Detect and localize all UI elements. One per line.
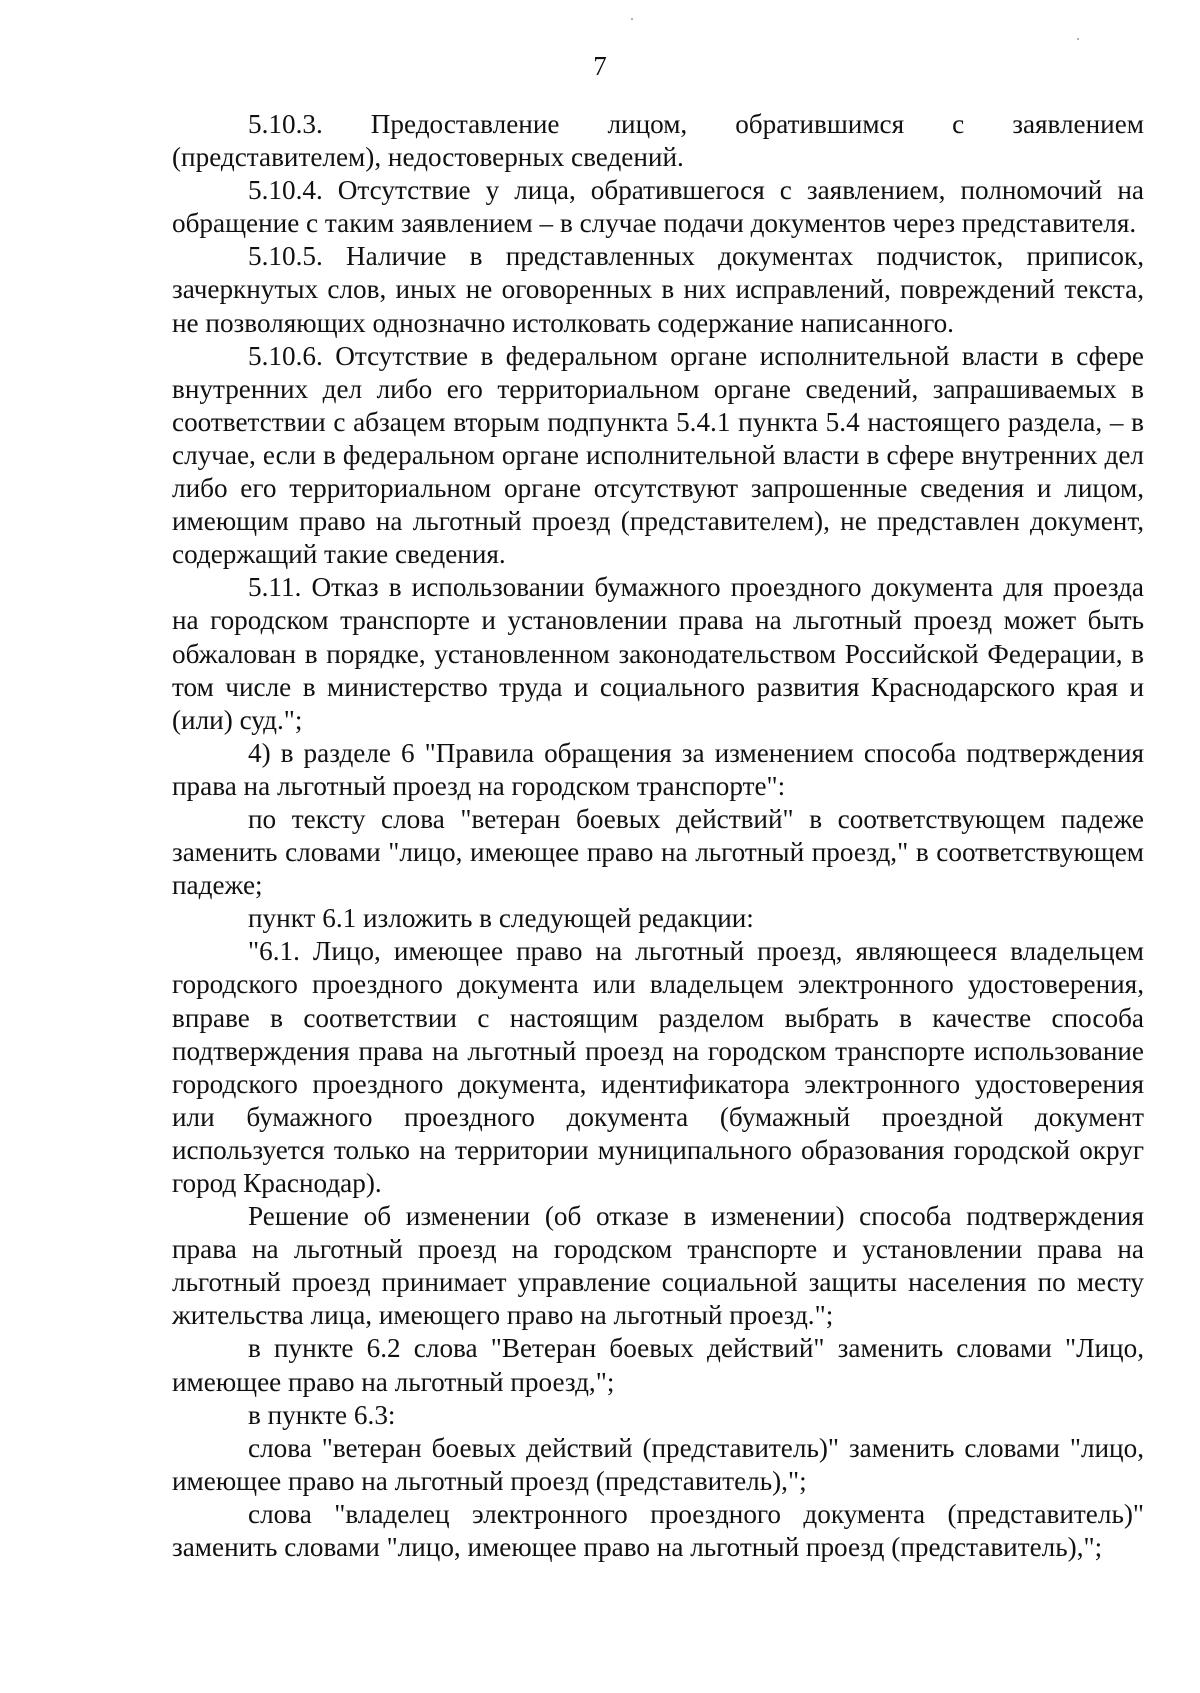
- paragraph-6-3-b: слова "владелец электронного проездного документа (представитель)" заменить словами "лицо, имеющее право на льготный проезд (представитель),";: [172, 1498, 1144, 1563]
- scan-speck: [1077, 38, 1079, 40]
- paragraph-text-replacement: по тексту слова "ветеран боевых действий" в соответствующем падеже заменить словами "лицо, имеющее право на льготный проезд," в соответствующем падеже;: [172, 803, 1144, 901]
- paragraph-5-10-4: 5.10.4. Отсутствие у лица, обратившегося с заявлением, полномочий на обращение с таким заявлением – в случае подачи документов через представителя.: [172, 175, 1144, 239]
- paragraph-5-10-3: 5.10.3. Предоставление лицом, обратившимся с заявлением (представителем), недостоверных сведений.: [172, 109, 1144, 173]
- paragraph-item-4: 4) в разделе 6 "Правила обращения за изменением способа подтверждения права на льготный проезд на городском транспорте":: [172, 737, 1144, 801]
- paragraph-6-1: "6.1. Лицо, имеющее право на льготный проезд, являющееся владельцем городского проездного документа или владельцем электронного удостоверения, вправе в соответствии с настоящим разделом выбрать в качестве способа подтверждения права на льготный проезд на городском транспорте использование городского проездного документа, идентификатора электронного удостоверения или бумажного проездного документа (бумажный проездной документ используется только на территории муниципального образования городской округ город Краснодар).: [172, 936, 1144, 1198]
- paragraph-6-3-a: слова "ветеран боевых действий (представитель)" заменить словами "лицо, имеющее право на льготный проезд (представитель),";: [172, 1432, 1144, 1496]
- paragraph-6-2: в пункте 6.2 слова "Ветеран боевых действий" заменить словами "Лицо, имеющее право на льготный проезд,";: [172, 1333, 1144, 1397]
- paragraph-6-3-intro: в пункте 6.3:: [248, 1399, 396, 1430]
- scan-speck: [631, 18, 633, 20]
- paragraph-5-10-5: 5.10.5. Наличие в представленных документах подчисток, приписок, зачеркнутых слов, иных не оговоренных в них исправлений, повреждений текста, не позволяющих однозначно истолковать содержание написанного.: [172, 241, 1144, 338]
- document-body: [172, 108, 1144, 1564]
- paragraph-6-1-intro: пункт 6.1 изложить в следующей редакции:: [248, 903, 754, 934]
- paragraph-5-11: 5.11. Отказ в использовании бумажного проездного документа для проезда на городском транспорте и установлении права на льготный проезд может быть обжалован в порядке, установленном законодательством Российской Федерации, в том числе в министерство труда и социального развития Краснодарского края и (или) суд.";: [172, 572, 1144, 735]
- paragraph-5-10-6: 5.10.6. Отсутствие в федеральном органе исполнительной власти в сфере внутренних дел либо его территориальном органе сведений, запрашиваемых в соответствии с абзацем вторым подпункта 5.4.1 пункта 5.4 настоящего раздела, – в случае, если в федеральном органе исполнительной власти в сфере внутренних дел либо его территориальном органе отсутствуют запрошенные сведения и лицом, имеющим право на льготный проезд (представителем), не представлен документ, содержащий такие сведения.: [172, 340, 1144, 570]
- paragraph-decision: Решение об изменении (об отказе в изменении) способа подтверждения права на льготный проезд на городском транспорте и установлении права на льготный проезд принимает управление социальной защиты населения по месту жительства лица, имеющего право на льготный проезд.";: [172, 1201, 1144, 1331]
- page-number: 7: [593, 51, 607, 81]
